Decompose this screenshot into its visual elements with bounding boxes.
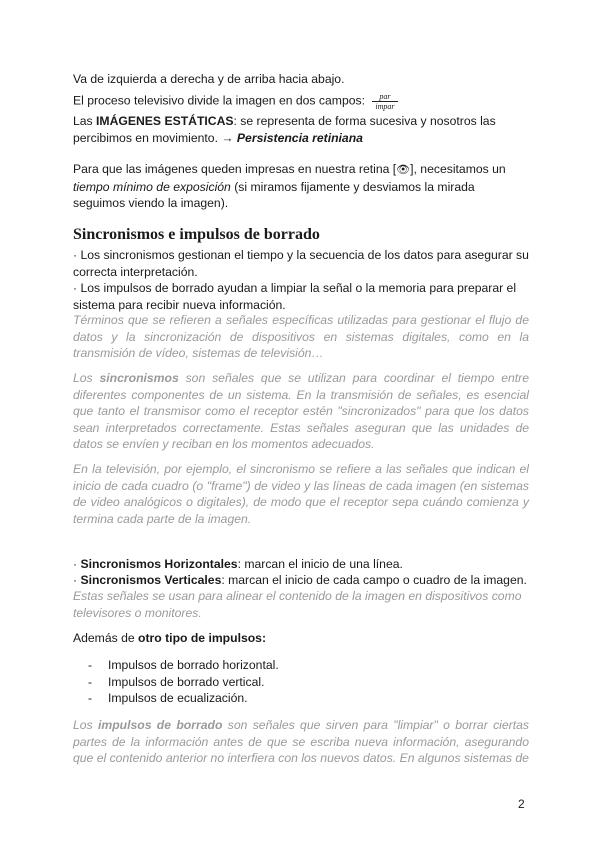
sync-definition bbox=[73, 370, 529, 453]
tv-sync-example: En la televisión, por ejemplo, el sincronismo se refiere a las señales que indican el inicio de cada cuadro (o "frame") de video y las líneas de cada imagen (en sistemas de video analógicos o digitales), de modo que el receptor sepa cuándo comienza y termina cada parte de la imagen. bbox=[73, 462, 529, 526]
impulses-list bbox=[88, 657, 279, 707]
vertical-sync-item bbox=[73, 572, 529, 589]
exposure-term: tiempo mínimo de exposición bbox=[73, 179, 231, 194]
blanking-term: impulsos de borrado bbox=[97, 718, 223, 732]
text-run: Para que las imágenes queden impresas en nuestra retina [ bbox=[73, 162, 397, 176]
fraction-denominator: impar bbox=[375, 102, 395, 111]
text-run: · bbox=[73, 557, 81, 571]
horizontal-sync-term: Sincronismos Horizontales bbox=[80, 557, 238, 571]
text-run: · bbox=[73, 573, 81, 587]
list-item-text: Impulsos de borrado horizontal. bbox=[108, 658, 279, 672]
list-dash: - bbox=[88, 674, 93, 689]
text-run: : marcan el inicio de cada campo o cuadro de la imagen. bbox=[221, 573, 527, 587]
list-item bbox=[88, 690, 279, 707]
other-impulses-text bbox=[73, 630, 529, 647]
list-dash: - bbox=[88, 691, 93, 705]
fraction-numerator: par bbox=[372, 92, 397, 102]
text-run: (si miramos fijamente y desviamos la mirada seguimos viendo la imagen). bbox=[73, 179, 475, 210]
list-item-text: Impulsos de ecualización. bbox=[108, 691, 248, 705]
sync-summary-text: · Los sincronismos gestionan el tiempo y la secuencia de los datos para asegurar su correcta interpretación. bbox=[73, 248, 529, 279]
list-item bbox=[88, 657, 279, 674]
persistence-term: Persistencia retiniana bbox=[236, 130, 363, 145]
fields-text bbox=[73, 92, 529, 111]
alignment-note: Estas señales se usan para alinear el contenido de la imagen en dispositivos como televisores o monitores. bbox=[73, 589, 522, 620]
terms-note: Términos que se refieren a señales específicas utilizadas para gestionar el flujo de datos y la sincronización de dispositivos en sistemas digitales, como en la transmisión de vídeo, sistemas de televisión… bbox=[73, 313, 529, 360]
text-run: Además de bbox=[73, 631, 139, 645]
list-dash: - bbox=[88, 658, 93, 672]
scan-direction-text: Va de izquierda a derecha y de arriba hacia abajo. bbox=[73, 72, 345, 86]
static-images-term: IMÁGENES ESTÁTICAS bbox=[96, 114, 234, 128]
text-run: Las bbox=[73, 114, 97, 128]
eye-icon: 👁 bbox=[396, 164, 411, 176]
static-images-text bbox=[73, 113, 529, 146]
vertical-sync-term: Sincronismos Verticales bbox=[80, 573, 222, 587]
sync-term: sincronismos bbox=[99, 371, 179, 385]
page-number: 2 bbox=[518, 797, 525, 811]
blanking-definition bbox=[73, 717, 529, 767]
text-run: son señales que se utilizan para coordinar el tiempo entre diferentes componentes de un sistema. En la transmisión de señales, es esencial que tanto el transmisor como el receptor estén "sincronizados" para que los datos sean interpretados correctamente. Estas señales aseguran que las unidades de datos se envíen y reciban en los momentos adecuados. bbox=[73, 371, 529, 451]
text-run: : se representa de forma sucesiva y nosotros las percibimos en movimiento. → bbox=[73, 114, 496, 145]
list-item bbox=[88, 674, 279, 691]
text-run: son señales que sirven para "limpiar" o borrar ciertas partes de la información antes de que se escriba nueva información, asegurando que el contenido anterior no interfiera con los nuevos datos. En algunos sistemas de bbox=[73, 718, 529, 765]
fraction-par-impar bbox=[372, 92, 397, 111]
list-item-text: Impulsos de borrado vertical. bbox=[108, 674, 265, 689]
fields-text-body: El proceso televisivo divide la imagen en dos campos: bbox=[73, 93, 369, 108]
other-impulses-term: otro tipo de impulsos: bbox=[138, 631, 267, 645]
horizontal-sync-item bbox=[73, 556, 529, 573]
exposure-time-text bbox=[73, 161, 529, 212]
blanking-summary-text: · Los impulsos de borrado ayudan a limpiar la señal o la memoria para preparar el sistema para recibir nueva información. bbox=[73, 281, 517, 312]
text-run: ], necesitamos un bbox=[410, 162, 506, 176]
text-run: Los bbox=[73, 718, 98, 732]
text-run: : marcan el inicio de una línea. bbox=[237, 557, 403, 571]
text-run: Los bbox=[73, 371, 100, 385]
section-heading: Sincronismos e impulsos de borrado bbox=[73, 226, 320, 243]
